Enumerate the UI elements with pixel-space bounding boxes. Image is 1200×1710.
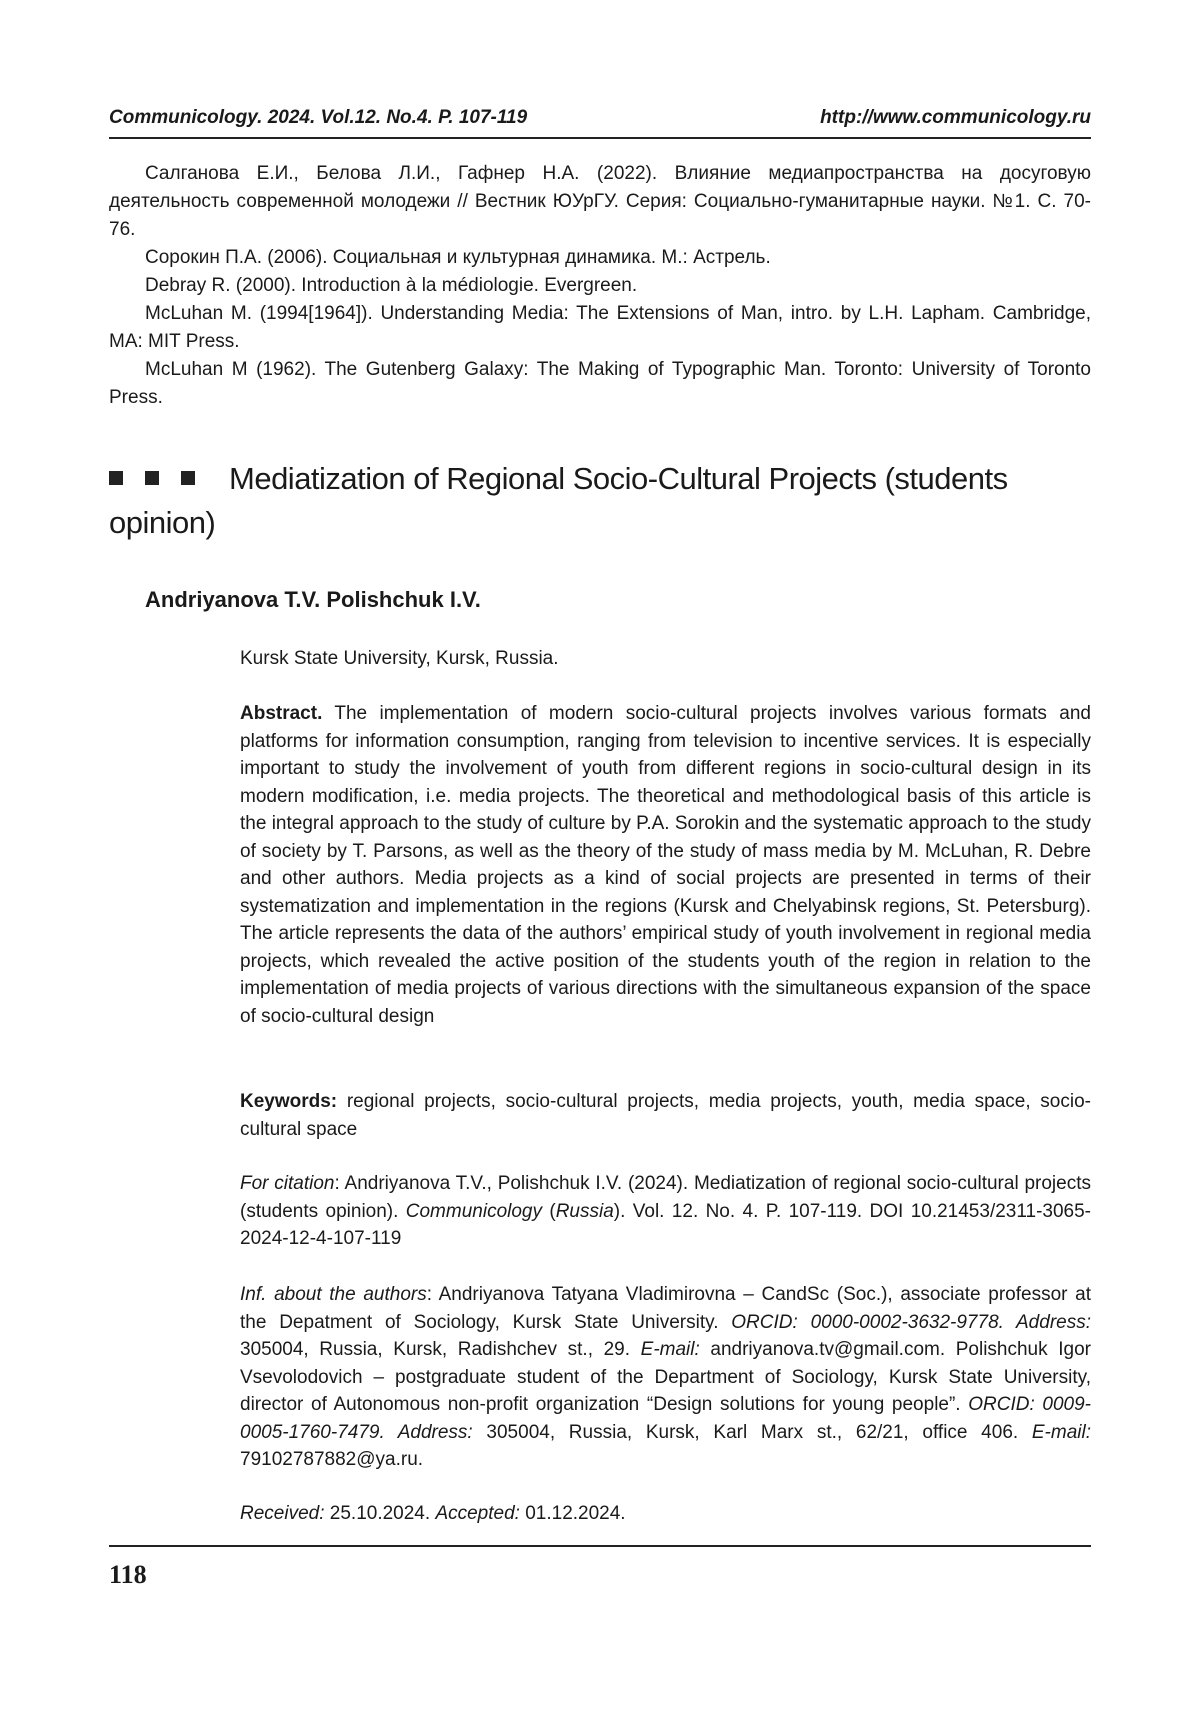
email-label: E-mail: (1031, 1421, 1091, 1443)
email-text: andriyanova.tv@gmail.com. Polishchuk Igor Vsevolodovich – postgraduate student of the Department of Sociology, Kursk State University, director of Autonomous non-profit organization “Design solutions for young people”. (240, 1339, 1091, 1415)
article-authors: Andriyanova T.V. Polishchuk I.V. (145, 587, 481, 612)
authors-info-label: Inf. about the authors (240, 1284, 427, 1305)
received-label: Received: (240, 1503, 325, 1524)
citation-country: Russia (555, 1200, 614, 1222)
running-header (109, 107, 1091, 139)
reference-item: Сорокин П.А. (2006). Социальная и культурная динамика. М.: Астрель. (145, 247, 771, 268)
dates (240, 1500, 1091, 1528)
section-bullets-icon (109, 472, 217, 489)
references-list (109, 160, 1091, 412)
journal-url: http://www.communicology.ru (820, 107, 1091, 128)
reference-item: McLuhan M. (1994[1964]). Understanding Media: The Extensions of Man, intro. by L.H. Lapham. Cambridge, MA: MIT Press. (109, 303, 1091, 352)
keywords (240, 1088, 1091, 1143)
keywords-text: regional projects, socio-cultural projects, media projects, youth, media space, socio-cultural space (240, 1091, 1091, 1140)
page-number: 118 (109, 1560, 147, 1589)
journal-page (109, 0, 1091, 1710)
article-title-block (109, 458, 1091, 544)
received-date: 25.10.2024. (324, 1503, 436, 1524)
reference-item: McLuhan M (1962). The Gutenberg Galaxy: The Making of Typographic Man. Toronto: University of Toronto Press. (109, 359, 1091, 408)
affiliation-text: Kursk State University, Kursk, Russia. (240, 648, 559, 669)
accepted-label: Accepted: (435, 1503, 520, 1524)
authors-info (240, 1281, 1091, 1474)
citation-journal: Communicology (405, 1200, 542, 1222)
article-title: Mediatization of Regional Socio-Cultural Projects (students opinion) (109, 461, 1008, 540)
journal-citation: Communicology. 2024. Vol.12. No.4. P. 107-119 (109, 107, 528, 128)
reference-item: Debray R. (2000). Introduction à la médiologie. Evergreen. (145, 275, 638, 296)
abstract (240, 700, 1091, 1030)
email-label: E-mail: (640, 1339, 700, 1360)
address-text: 305004, Russia, Kursk, Radishchev st., 29. (240, 1339, 641, 1360)
citation-paren: ( (542, 1200, 556, 1222)
authors-info-text: : Andriyanova Tatyana Vladimirovna – CandSc (Soc.), associate professor at the Depatment of Sociology, Kursk State University. (240, 1284, 1091, 1333)
citation-text: : Andriyanova T.V., Polishchuk I.V. (2024). Mediatization of regional socio-cultural projects (students opinion). (240, 1173, 1091, 1222)
affiliation (240, 645, 1091, 673)
citation-label: For citation (240, 1173, 335, 1194)
keywords-label: Keywords: (240, 1091, 338, 1112)
reference-item: Салганова Е.И., Белова Л.И., Гафнер Н.А. (2022). Влияние медиапространства на досуговую деятельность современной молодежи // Вестник ЮУрГУ. Серия: Социально-гуманитарные науки. №1. С. 70-76. (109, 163, 1091, 240)
accepted-date: 01.12.2024. (519, 1503, 626, 1524)
address-text: 305004, Russia, Kursk, Karl Marx st., 62/21, office 406. (472, 1421, 1032, 1443)
email-text: 79102787882@ya.ru. (240, 1449, 424, 1470)
abstract-label: Abstract. (240, 703, 323, 724)
citation-doi: ). Vol. 12. No. 4. P. 107-119. DOI 10.21453/2311-3065-2024-12-4-107-119 (240, 1200, 1091, 1249)
abstract-text: The implementation of modern socio-cultural projects involves various formats and platforms for information consumption, ranging from television to incentive services. It is especially important to study the involvement of youth from different regions in socio-cultural design in its modern modification, i.e. media projects. The theoretical and methodological basis of this article is the integral approach to the study of culture by P.A. Sorokin and the systematic approach to the study of society by T. Parsons, as well as the theory of the study of mass media by M. McLuhan, R. Debre and other authors. Media projects as a kind of social projects are presented in terms of their systematization and implementation in the regions (Kursk and Chelyabinsk regions, St. Petersburg). The article represents the data of the authors’ empirical study of youth involvement in regional media projects, which revealed the active position of the students youth of the region in relation to the implementation of media projects of various directions with the simultaneous expansion of the space of socio-cultural design (240, 703, 1091, 1027)
footer-divider (109, 1545, 1091, 1547)
orcid-address-label: ORCID: 0000-0002-3632-9778. Address: (731, 1311, 1091, 1333)
citation (240, 1170, 1091, 1253)
orcid-address-label: ORCID: 0009-0005-1760-7479. Address: (240, 1394, 1092, 1443)
